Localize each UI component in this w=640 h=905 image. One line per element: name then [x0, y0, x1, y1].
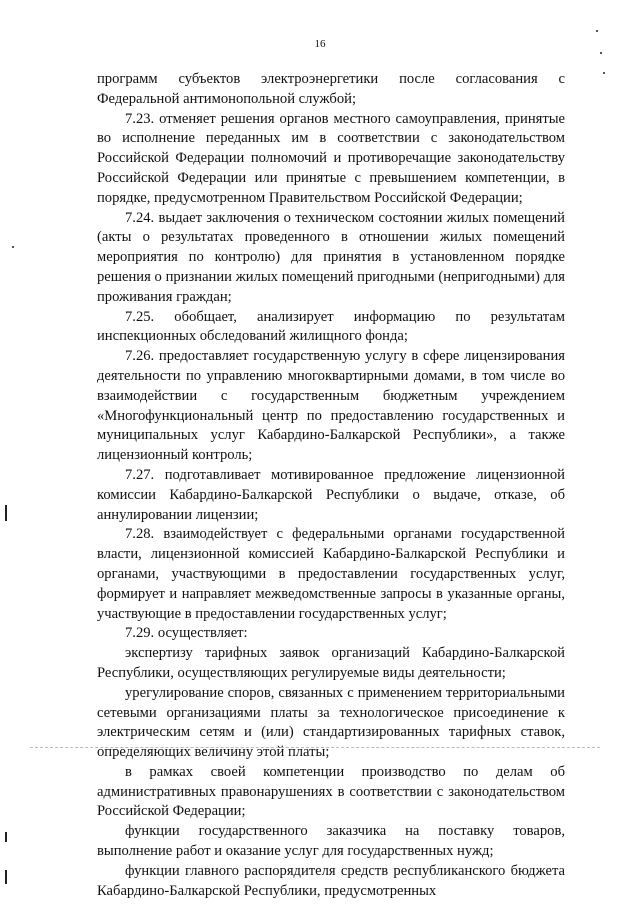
- paragraph-7-27: 7.27. подготавливает мотивированное предложение лицензионной комиссии Кабардино-Балкарской Республики о выдаче, отказе, об аннулировании лицензии;: [97, 466, 565, 523]
- paragraph-chief-administrator: функции главного распорядителя средств республиканского бюджета Кабардино-Балкарской Республики, предусмотренных: [97, 862, 565, 899]
- paragraph-7-26: 7.26. предоставляет государственную услугу в сфере лицензирования деятельности по управлению многоквартирными домами, в том числе во взаимодействии с государственным бюджетным учреждением «Многофункциональный центр по предоставлению государственных и муниципальных услуг Кабардино-Балкарской Республики», а также лицензионный контроль;: [97, 348, 565, 464]
- scan-speck: [12, 246, 14, 248]
- paragraph-7-29: 7.29. осуществляет:: [125, 625, 248, 642]
- paragraph-state-customer: функции государственного заказчика на поставку товаров, выполнение работ и оказание услуг для государственных нужд;: [97, 823, 565, 860]
- scan-speck: [603, 72, 605, 74]
- paragraph-7-25: 7.25. обобщает, анализирует информацию по результатам инспекционных обследований жилищного фонда;: [97, 308, 565, 345]
- paragraph-7-24: 7.24. выдает заключения о техническом состоянии жилых помещений (акты о результатах проведенного в отношении жилых помещений мероприятия по контролю) для принятия в установленном порядке решения о признании жилых помещений пригодными (непригодными) для проживания граждан;: [97, 209, 565, 305]
- document-body: [97, 70, 565, 901]
- paragraph-7-23: 7.23. отменяет решения органов местного самоуправления, принятые во исполнение переданных им в соответствии с законодательством Российской Федерации полномочий и противоречащие законодательству Российской Федерации или принятые с превышением компетенции, в порядке, предусмотренном Правительством Российской Федерации;: [97, 110, 565, 206]
- margin-scan-mark: [5, 870, 7, 884]
- paragraph-dispute-settlement: урегулирование споров, связанных с применением территориальными сетевыми организациями платы за технологическое присоединение к электрическим сетям и (или) стандартизированных тарифных ставок, определяющих величину этой платы;: [97, 684, 565, 761]
- margin-scan-mark: [5, 505, 7, 521]
- page-number: 16: [314, 38, 326, 50]
- scan-artifact-line: [30, 747, 600, 748]
- paragraph-tariff-expertise: экспертизу тарифных заявок организаций Кабардино-Балкарской Республики, осуществляющих регулируемые виды деятельности;: [97, 645, 565, 681]
- scan-speck: [600, 52, 602, 54]
- margin-scan-mark: [5, 832, 7, 842]
- paragraph-7-28: 7.28. взаимодействует с федеральными органами государственной власти, лицензионной комиссией Кабардино-Балкарской Республики и органами, участвующими в предоставлении государственных услуг, формирует и направляет межведомственные запросы в указанные органы, участвующие в предоставлении государственных услуг;: [97, 526, 565, 622]
- scan-speck: [596, 30, 598, 32]
- paragraph-continuation: программ субъектов электроэнергетики после согласования с Федеральной антимонопольной службой;: [97, 71, 565, 107]
- paragraph-administrative-offences: в рамках своей компетенции производство по делам об административных правонарушениях в соответствии с законодательством Российской Федерации;: [97, 763, 565, 820]
